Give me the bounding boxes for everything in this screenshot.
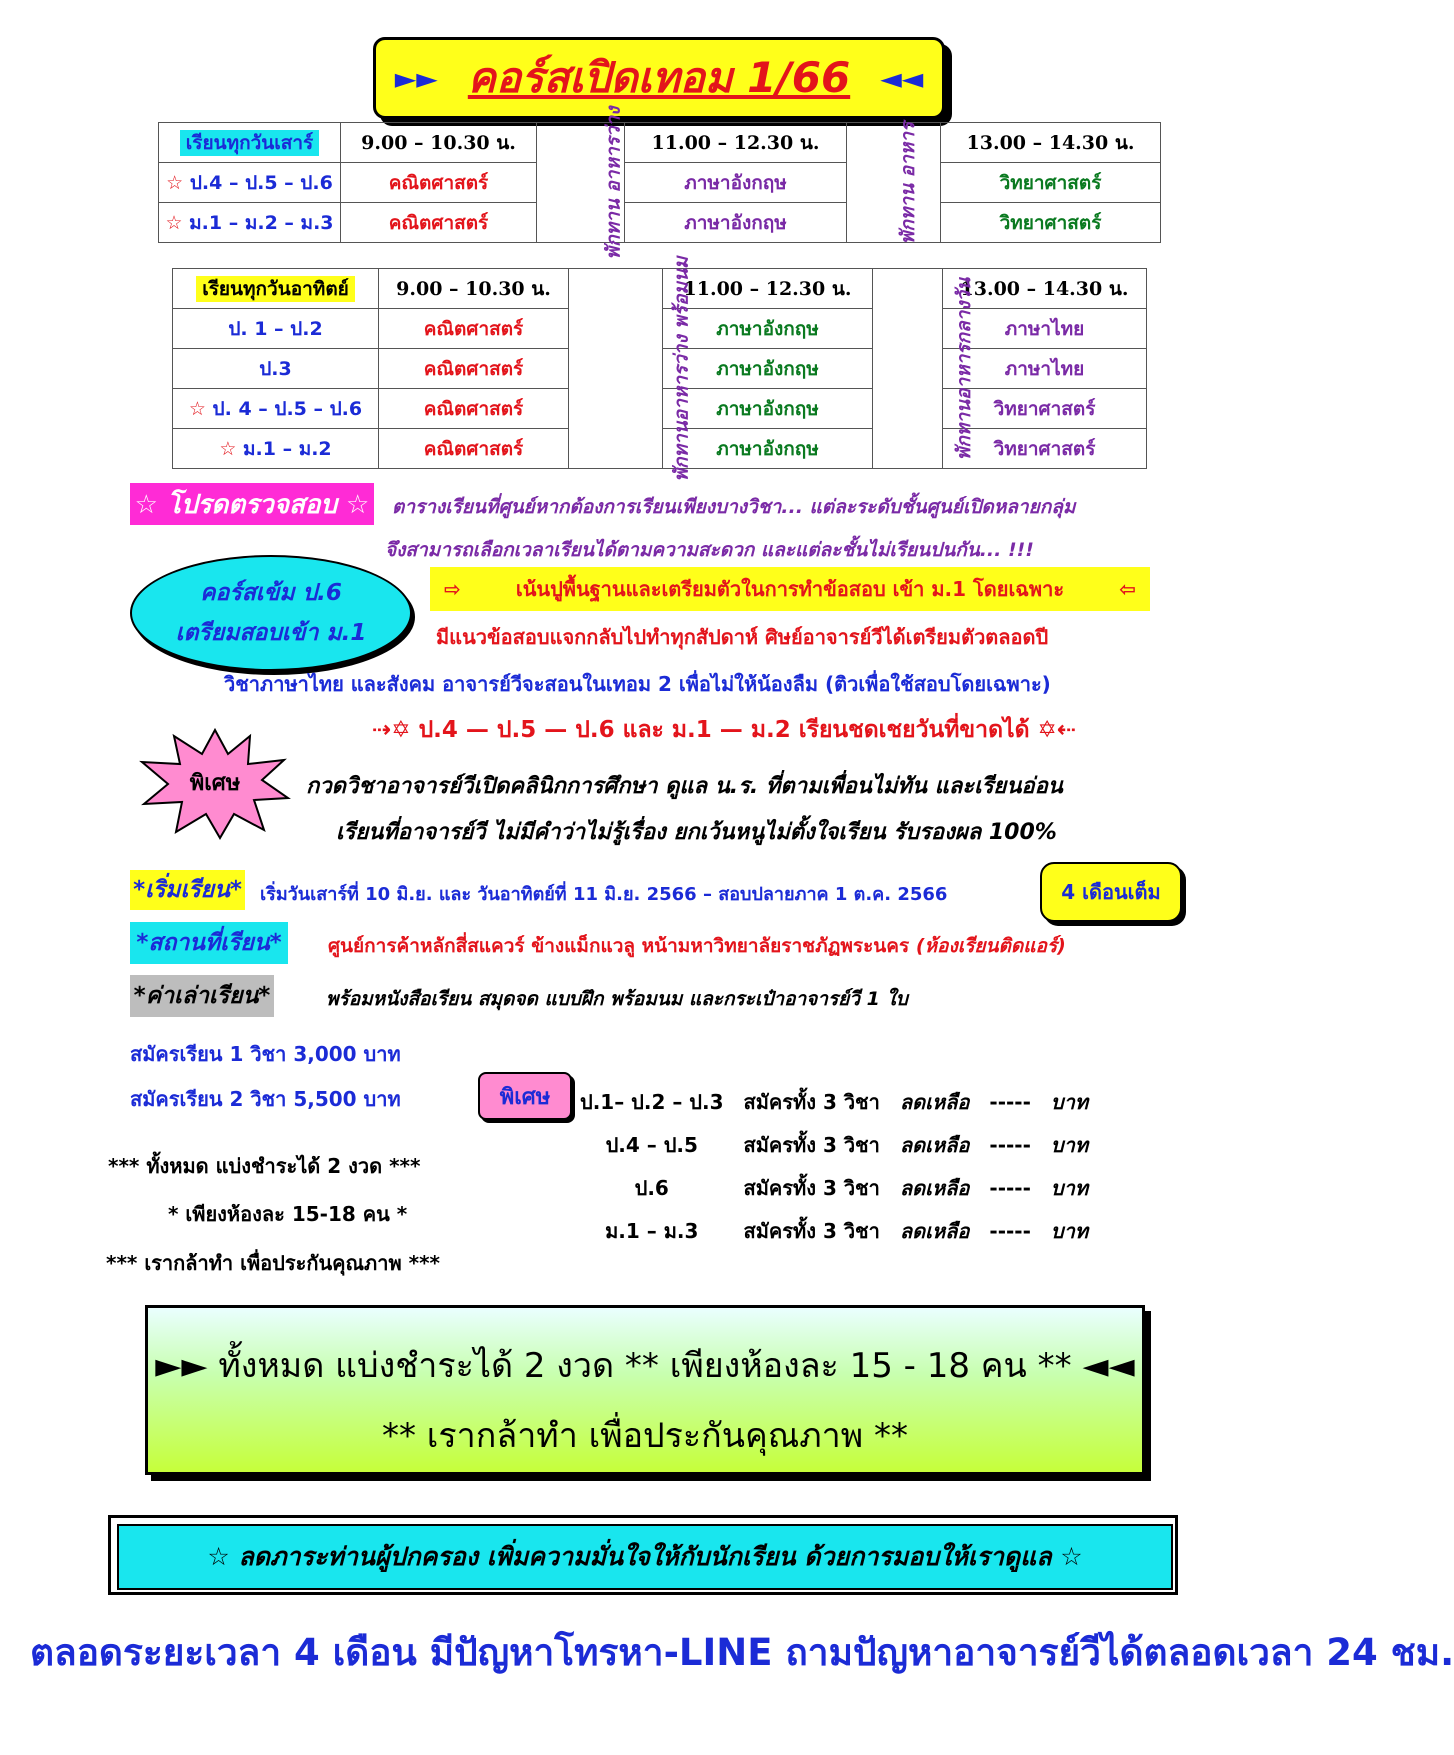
time-slot-1: 9.00 – 10.30 น. <box>341 123 537 163</box>
subject-cell: ภาษาอังกฤษ <box>625 163 847 203</box>
discount-apply: สมัครทั้ง 3 วิชา <box>743 1132 880 1157</box>
subject-cell: ภาษาอังกฤษ <box>663 349 873 389</box>
assurance-text: ☆ ลดภาระท่านผู้ปกครอง เพิ่มความมั่นใจให้กับนักเรียน ด้วยการมอบให้เราดูแล ☆ <box>117 1524 1173 1590</box>
arrow-left-icon: ⇦ <box>1119 577 1136 601</box>
price-2-subjects: สมัครเรียน 2 วิชา 5,500 บาท <box>130 1087 401 1111</box>
subject-cell: คณิตศาสตร์ <box>341 163 537 203</box>
discount-amount: ----- <box>989 1175 1031 1200</box>
level-cell <box>159 203 341 243</box>
place-address: ศูนย์การค้าหลักสี่สแควร์ ข้างแม็กแวลู หน้ามหาวิทยาลัยราชภัฏพระนคร <box>328 935 910 957</box>
time-slot-2: 11.00 – 12.30 น. <box>625 123 847 163</box>
discount-level: ป.4 – ป.5 <box>605 1132 698 1157</box>
summary-line-1: ►► ทั้งหมด แบ่งชำระได้ 2 งวด ** เพียงห้องละ 15 - 18 คน ** ◄◄ <box>155 1346 1135 1386</box>
subject-cell: คณิตศาสตร์ <box>379 309 569 349</box>
subject-cell: คณิตศาสตร์ <box>379 349 569 389</box>
place-text <box>328 931 1066 961</box>
subject-cell: วิทยาศาสตร์ <box>941 163 1161 203</box>
subject-cell: คณิตศาสตร์ <box>379 429 569 469</box>
discount-unit: บาท <box>1050 1175 1089 1200</box>
level-cell: ป.3 <box>173 349 379 389</box>
saturday-schedule-table <box>158 106 1161 259</box>
discount-reduce: ลดเหลือ <box>899 1089 970 1114</box>
please-check-badge: ☆ โปรดตรวจสอบ ☆ <box>130 483 374 525</box>
place-badge: *สถานที่เรียน* <box>130 922 288 964</box>
discount-unit: บาท <box>1050 1089 1089 1114</box>
discount-amount: ----- <box>989 1089 1031 1114</box>
subject-cell: ภาษาอังกฤษ <box>625 203 847 243</box>
notice-line-2: จึงสามารถเลือกเวลาเรียนได้ตามความสะดวก และแต่ละชั้นไม่เรียนปนกัน... !!! <box>385 539 1034 561</box>
level-label: ม.1 – ม.2 <box>243 437 332 460</box>
discount-level: ป.1– ป.2 – ป.3 <box>580 1089 724 1114</box>
sunday-header-cell <box>173 269 379 309</box>
subject-cell: ภาษาไทย <box>943 349 1147 389</box>
level-label: ม.1 – ม.2 – ม.3 <box>189 211 334 234</box>
discount-level: ม.1 – ม.3 <box>605 1218 699 1243</box>
note-quality: *** เรากล้าทำ เพื่อประกันคุณภาพ *** <box>106 1251 440 1275</box>
level-cell: ป. 1 – ป.2 <box>173 309 379 349</box>
price-1-subject: สมัครเรียน 1 วิชา 3,000 บาท <box>130 1042 401 1066</box>
snack-break-label: พักทาน อาหารว่าง <box>602 106 625 259</box>
discount-reduce: ลดเหลือ <box>899 1218 970 1243</box>
saturday-header: เรียนทุกวันเสาร์ <box>180 130 319 156</box>
discount-unit: บาท <box>1050 1132 1089 1157</box>
discount-unit: บาท <box>1050 1218 1089 1243</box>
lunch-break-cell <box>873 269 976 469</box>
special-line-2: เรียนที่อาจารย์วี ไม่มีคำว่าไม่รู้เรื่อง ยกเว้นหนูไม่ตั้งใจเรียน รับรองผล 100% <box>336 820 1057 845</box>
notice-line-1: ตารางเรียนที่ศูนย์หากต้องการเรียนเพียงบางวิชา... แต่ละระดับชั้นศูนย์เปิดหลายกลุ่ม <box>392 496 1076 518</box>
table-row <box>570 1209 1098 1252</box>
subject-cell: ภาษาอังกฤษ <box>663 309 873 349</box>
discount-reduce: ลดเหลือ <box>899 1132 970 1157</box>
makeup-text: ป.4 — ป.5 — ป.6 และ ม.1 — ม.2 เรียนชดเชยวันที่ขาดได้ <box>418 717 1030 743</box>
oval-line-2: เตรียมสอบเข้า ม.1 <box>175 620 367 646</box>
subject-cell: คณิตศาสตร์ <box>341 203 537 243</box>
intensive-line-2: มีแนวข้อสอบแจกกลับไปทำทุกสัปดาห์ ศิษย์อาจารย์วีได้เตรียมตัวตลอดปี <box>436 625 1049 649</box>
intensive-line-3: วิชาภาษาไทย และสังคม อาจารย์วีจะสอนในเทอม 2 เพื่อไม่ให้น้องลืม (ติวเพื่อใช้สอบโดยเฉพาะ) <box>224 672 1051 696</box>
table-row <box>159 163 1161 203</box>
note-installments: *** ทั้งหมด แบ่งชำระได้ 2 งวด *** <box>108 1154 421 1178</box>
discount-level: ป.6 <box>634 1175 669 1200</box>
subject-cell: ภาษาไทย <box>943 309 1147 349</box>
start-text: เริ่มวันเสาร์ที่ 10 มิ.ย. และ วันอาทิตย์ที่ 11 มิ.ย. 2566 – สอบปลายภาค 1 ต.ค. 2566 <box>260 884 948 905</box>
lunch-break-label: พักทาน อาหาร <box>897 121 920 244</box>
duration-badge: 4 เดือนเต็ม <box>1040 862 1182 922</box>
start-badge: *เริ่มเรียน* <box>130 870 245 910</box>
left-arrows-icon: ◄◄ <box>880 61 924 95</box>
right-arrows-icon: ►► <box>394 61 438 95</box>
makeup-right-icon: ✡⇠ <box>1037 717 1077 743</box>
special-label: พิเศษ <box>189 771 241 796</box>
subject-cell: วิทยาศาสตร์ <box>943 389 1147 429</box>
makeup-left-icon: ⇢✡ <box>372 717 411 743</box>
subject-cell: คณิตศาสตร์ <box>379 389 569 429</box>
discount-table <box>570 1080 1098 1252</box>
focus-text: เน้นปูพื้นฐานและเตรียมตัวในการทำข้อสอบ เข้า ม.1 โดยเฉพาะ <box>515 577 1065 601</box>
footer-contact: ตลอดระยะเวลา 4 เดือน มีปัญหาโทรหา-LINE ถามปัญหาอาจารย์วีได้ตลอดเวลา 24 ชม. <box>30 1631 1454 1674</box>
star-icon: ☆ <box>219 437 237 460</box>
summary-line-2: ** เรากล้าทำ เพื่อประกันคุณภาพ ** <box>381 1416 908 1456</box>
table-row <box>570 1123 1098 1166</box>
discount-reduce: ลดเหลือ <box>899 1175 970 1200</box>
subject-cell: ภาษาอังกฤษ <box>663 389 873 429</box>
snack-break-cell <box>569 255 693 482</box>
discount-amount: ----- <box>989 1132 1031 1157</box>
time-slot-2: 11.00 – 12.30 น. <box>663 269 873 309</box>
snack-break-label: พักทานอาหารว่าง พร้อมนม <box>670 255 693 482</box>
intensive-course-oval <box>130 555 412 671</box>
note-class-size: * เพียงห้องละ 15-18 คน * <box>168 1202 408 1226</box>
star-icon: ☆ <box>165 211 183 234</box>
special-burst <box>140 728 290 838</box>
arrow-right-icon: ⇨ <box>444 577 461 601</box>
discount-apply: สมัครทั้ง 3 วิชา <box>743 1089 880 1114</box>
level-label: ป. 4 – ป.5 – ป.6 <box>212 397 363 420</box>
level-label: ป.4 – ป.5 – ป.6 <box>189 171 333 194</box>
level-cell <box>173 429 379 469</box>
fee-text: พร้อมหนังสือเรียน สมุดจด แบบฝึก พร้อมนม และกระเป๋าอาจารย์วี 1 ใบ <box>326 988 908 1010</box>
title-banner <box>373 37 945 119</box>
saturday-header-cell <box>159 123 341 163</box>
discount-apply: สมัครทั้ง 3 วิชา <box>743 1175 880 1200</box>
subject-cell: วิทยาศาสตร์ <box>943 429 1147 469</box>
summary-box <box>145 1305 1145 1475</box>
oval-line-1: คอร์สเข้ม ป.6 <box>200 580 342 606</box>
table-row <box>570 1166 1098 1209</box>
level-cell <box>159 163 341 203</box>
sunday-header: เรียนทุกวันอาทิตย์ <box>196 276 355 302</box>
subject-cell: ภาษาอังกฤษ <box>663 429 873 469</box>
time-slot-1: 9.00 – 10.30 น. <box>379 269 569 309</box>
special-discount-badge: พิเศษ <box>478 1072 572 1120</box>
makeup-line <box>372 712 1076 748</box>
time-slot-3: 13.00 – 14.30 น. <box>943 269 1147 309</box>
fee-badge: *ค่าเล่าเรียน* <box>130 975 274 1017</box>
page-title: คอร์สเปิดเทอม 1/66 <box>467 53 851 102</box>
lunch-break-cell <box>847 123 941 243</box>
sunday-schedule-table <box>172 255 1147 482</box>
assurance-box <box>108 1515 1178 1595</box>
table-row <box>159 203 1161 243</box>
star-icon: ☆ <box>166 171 184 194</box>
discount-apply: สมัครทั้ง 3 วิชา <box>743 1218 880 1243</box>
focus-banner <box>430 567 1150 611</box>
discount-amount: ----- <box>989 1218 1031 1243</box>
special-line-1: กวดวิชาอาจารย์วีเปิดคลินิกการศึกษา ดูแล น.ร. ที่ตามเพื่อนไม่ทัน และเรียนอ่อน <box>306 774 1063 799</box>
snack-break-cell <box>537 106 625 259</box>
place-note: (ห้องเรียนติดแอร์) <box>915 935 1066 957</box>
time-slot-3: 13.00 – 14.30 น. <box>941 123 1161 163</box>
subject-cell: วิทยาศาสตร์ <box>941 203 1161 243</box>
table-row <box>570 1080 1098 1123</box>
lunch-break-label: พักทานอาหารกลางวัน <box>953 277 976 460</box>
level-cell <box>173 389 379 429</box>
star-icon: ☆ <box>188 397 206 420</box>
